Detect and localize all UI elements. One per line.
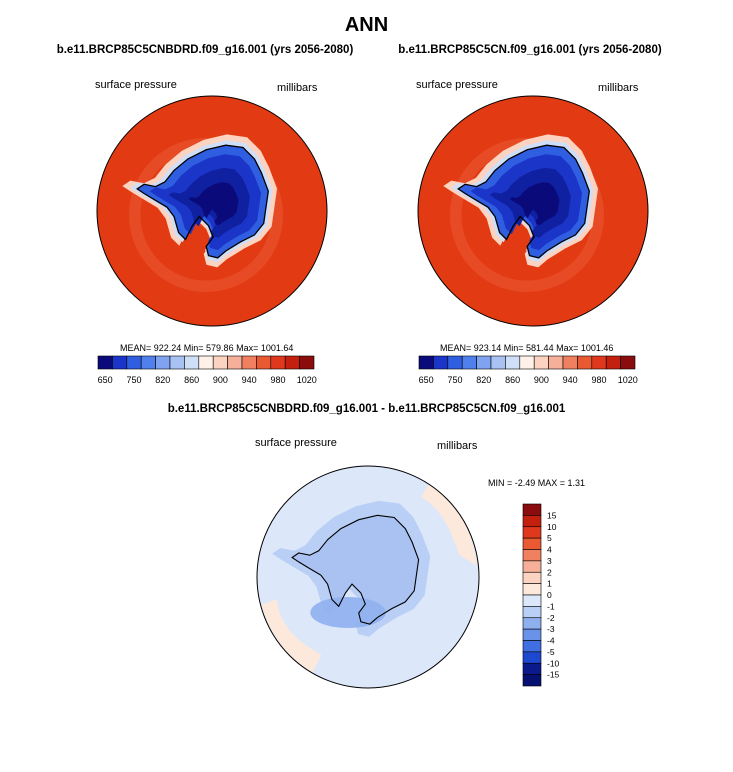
panel2-units-label: millibars [598,82,639,94]
colorbar-tick-label: 900 [212,375,228,385]
colorbar-tick-label: 980 [270,375,286,385]
colorbar-box [112,356,126,369]
colorbar-box [523,515,541,526]
panel2-map [417,95,649,327]
colorbar-box [127,356,141,369]
colorbar-box [448,356,462,369]
colorbar-tick-label: 820 [155,375,171,385]
colorbar-box [156,356,170,369]
colorbar-box [523,561,541,572]
colorbar-tick-label: 1020 [296,375,317,385]
colorbar-box [523,663,541,674]
colorbar-box [523,675,541,686]
colorbar-box [523,527,541,538]
colorbar-tick-label: 860 [505,375,521,385]
panel2-stats: MEAN= 923.14 Min= 581.44 Max= 1001.46 [440,343,614,353]
colorbar-tick-label: 940 [562,375,578,385]
colorbar-tick-label: -4 [547,635,555,646]
diff-contour-negative [310,597,385,628]
panel1-title: b.e11.BRCP85C5CNBDRD.f09_g16.001 (yrs 2056-2080) [56,44,354,56]
colorbar-tick-label: -2 [547,612,555,623]
colorbar-box [563,356,577,369]
colorbar-box [606,356,620,369]
panel1-map [96,95,328,327]
colorbar-box [462,356,476,369]
colorbar-box [256,356,270,369]
colorbar-tick-label: 750 [447,375,463,385]
colorbar-tick-label: 2 [547,567,552,578]
colorbar-box [170,356,184,369]
colorbar-tick-label: 15 [547,510,557,521]
panel2-variable-label: surface pressure [416,79,498,91]
panel3-title: b.e11.BRCP85C5CNBDRD.f09_g16.001 - b.e11.BRCP85C5CN.f09_g16.001 [167,403,566,415]
panel2-colorbar [418,355,636,387]
colorbar-box [523,550,541,561]
panel3-colorbar [522,503,562,687]
colorbar-box [577,356,591,369]
colorbar-box [523,572,541,583]
colorbar-tick-label: 0 [547,590,552,600]
colorbar-tick-label: 10 [547,521,557,532]
panel2-title: b.e11.BRCP85C5CN.f09_g16.001 (yrs 2056-2080) [398,44,662,56]
panel3-units-label: millibars [437,440,478,452]
colorbar-tick-label: -15 [547,669,560,680]
colorbar-box [523,641,541,652]
colorbar-box [549,356,563,369]
colorbar-tick-label: 940 [241,375,257,385]
colorbar-box [523,504,541,515]
colorbar-box [184,356,198,369]
colorbar-tick-label: 900 [533,375,549,385]
colorbar-box [523,595,541,606]
panel1-colorbar [97,355,315,387]
panel3-map [256,465,480,689]
colorbar-box [505,356,519,369]
colorbar-box [523,618,541,629]
colorbar-box [592,356,606,369]
panel3-variable-label: surface pressure [255,437,337,449]
colorbar-box [523,538,541,549]
colorbar-box [285,356,299,369]
colorbar-tick-label: 3 [547,555,552,566]
colorbar-box [271,356,285,369]
figure-title: ANN [344,14,389,36]
colorbar-box [523,629,541,640]
colorbar-box [520,356,534,369]
colorbar-tick-label: 750 [126,375,142,385]
colorbar-tick-label: 1020 [617,375,638,385]
colorbar-tick-label: 4 [547,544,552,555]
colorbar-box [523,652,541,663]
panel1-units-label: millibars [277,82,318,94]
colorbar-tick-label: 980 [591,375,607,385]
colorbar-box [433,356,447,369]
colorbar-box [419,356,433,369]
colorbar-tick-label: -3 [547,624,555,635]
colorbar-tick-label: -10 [547,658,560,669]
colorbar-tick-label: 5 [547,533,552,544]
colorbar-box [534,356,548,369]
colorbar-box [300,356,314,369]
colorbar-box [98,356,112,369]
colorbar-box [228,356,242,369]
colorbar-tick-label: 820 [476,375,492,385]
colorbar-tick-label: 860 [184,375,200,385]
colorbar-box [213,356,227,369]
colorbar-box [491,356,505,369]
colorbar-tick-label: -1 [547,601,555,612]
colorbar-tick-label: -5 [547,646,555,657]
colorbar-tick-label: 650 [97,375,113,385]
colorbar-box [477,356,491,369]
colorbar-box [523,606,541,617]
colorbar-tick-label: 650 [418,375,434,385]
colorbar-box [199,356,213,369]
colorbar-box [141,356,155,369]
colorbar-box [242,356,256,369]
colorbar-tick-label: 1 [547,578,552,589]
panel1-stats: MEAN= 922.24 Min= 579.86 Max= 1001.64 [120,343,294,353]
panel3-stats: MIN = -2.49 MAX = 1.31 [488,478,586,488]
panel1-variable-label: surface pressure [95,79,177,91]
colorbar-box [621,356,635,369]
colorbar-box [523,584,541,595]
